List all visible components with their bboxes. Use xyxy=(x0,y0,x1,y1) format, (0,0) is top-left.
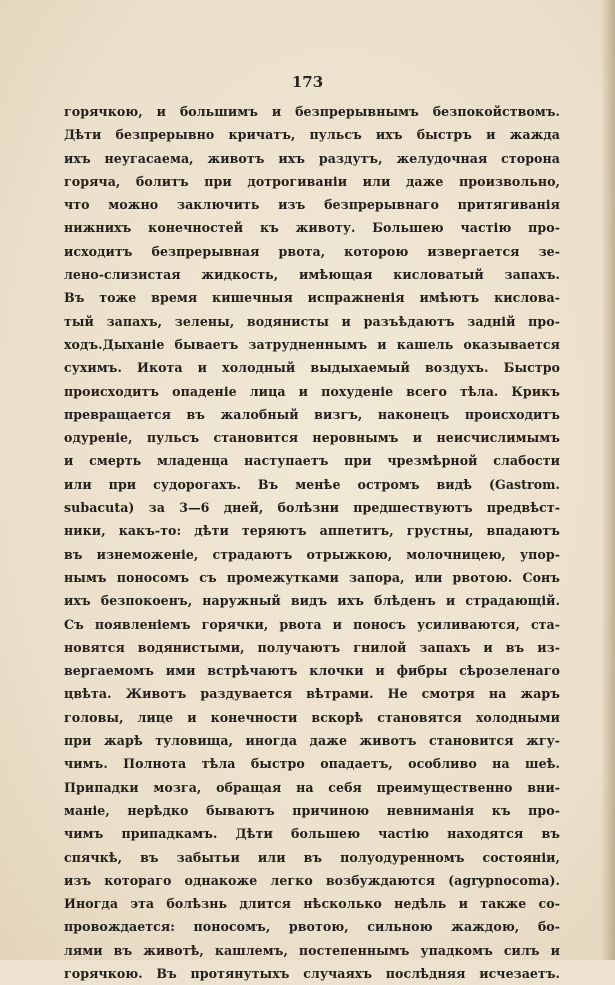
text-line: маніе, нерѣдко бываютъ причиною невниманія къ про- xyxy=(64,802,560,818)
text-line: чимъ. Полнота тѣла быстро опадаетъ, особливо на шеѣ. xyxy=(64,756,560,772)
text-line: горяча, болитъ при дотрогиваніи или даже произвольно, xyxy=(64,173,560,189)
text-line: исходитъ безпрерывная рвота, которою извергается зе- xyxy=(64,243,560,259)
text-line: лями въ животѣ, кашлемъ, постепеннымъ упадкомъ силъ и xyxy=(64,942,560,958)
text-line: превращается въ жалобный визгъ, наконецъ происходитъ xyxy=(64,406,560,422)
text-line: тый запахъ, зелены, водянисты и разъѣдаютъ задній про- xyxy=(64,313,560,329)
text-line: цвѣта. Животъ раздувается вѣтрами. Не смотря на жаръ xyxy=(64,686,560,702)
text-line: головы, лице и конечности вскорѣ становятся холодными xyxy=(64,709,560,725)
text-line: Иногда эта болѣзнь длится нѣсколько недѣль и также со- xyxy=(64,896,560,912)
text-line: ходъ.Дыханіе бываетъ затрудненнымъ и кашель оказывается xyxy=(64,336,560,352)
text-line: и смерть младенца наступаетъ при чрезмѣрной слабости xyxy=(64,453,560,469)
text-line: Въ тоже время кишечныя испражненія имѣютъ кислова- xyxy=(64,290,560,306)
text-line: чимъ припадкамъ. Дѣти большею частію находятся въ xyxy=(64,826,560,842)
text-line: изъ котораго однакоже легко возбуждаются (agrypnocoma). xyxy=(64,872,560,888)
page-gutter-shadow xyxy=(601,0,615,960)
text-line: одуреніе, пульсъ становится неровнымъ и неисчислимымъ xyxy=(64,430,560,446)
text-line: ники, какъ-то: дѣти теряютъ аппетитъ, грустны, впадаютъ xyxy=(64,523,560,539)
text-line: новятся водянистыми, получаютъ гнилой запахъ и въ из- xyxy=(64,639,560,655)
text-line: Припадки мозга, обращая на себя преимущественно вни- xyxy=(64,779,560,795)
text-line: провождается: поносомъ, рвотою, сильною жаждою, бо- xyxy=(64,919,560,935)
text-line: происходитъ опаденіе лица и похуденіе всего тѣла. Крикъ xyxy=(64,383,560,399)
text-line: ихъ безпокоенъ, наружный видъ ихъ блѣденъ и страдающій. xyxy=(64,593,560,609)
text-line: при жарѣ туловища, иногда даже животъ становится жгу- xyxy=(64,733,560,749)
text-line: Дѣти безпрерывно кричатъ, пульсъ ихъ быстръ и жажда xyxy=(64,127,560,143)
text-line: что можно заключить изъ безпрерывнаго притягиванія xyxy=(64,197,560,213)
text-line: лено-слизистая жидкость, имѣющая кисловатый запахъ. xyxy=(64,267,560,283)
text-line: нижнихъ конечностей къ животу. Большею частію про- xyxy=(64,220,560,236)
text-line: subacuta) за 3—6 дней, болѣзни предшествуютъ предвѣст- xyxy=(64,500,560,516)
text-line: горячкою. Въ протянутыхъ случаяхъ послѣдняя исчезаетъ. xyxy=(64,965,560,981)
text-line: ихъ неугасаема, животъ ихъ раздутъ, желудочная сторона xyxy=(64,150,560,166)
text-line: нымъ поносомъ съ промежутками запора, или рвотою. Сонъ xyxy=(64,569,560,585)
text-line: сухимъ. Икота и холодный выдыхаемый воздухъ. Быстро xyxy=(64,360,560,376)
text-line: спячкѣ, въ забытьи или въ полуодуренномъ состояніи, xyxy=(64,849,560,865)
text-line: или при судорогахъ. Въ менѣе остромъ видѣ (Gastrom. xyxy=(64,476,560,492)
page-number: 173 xyxy=(291,73,324,91)
text-line: Съ появленіемъ горячки, рвота и поносъ усиливаются, ста- xyxy=(64,616,560,632)
body-text xyxy=(64,100,560,985)
text-line: вергаемомъ ими встрѣчаютъ клочки и фибры сѣрозеленаго xyxy=(64,663,560,679)
text-line: горячкою, и большимъ и безпрерывнымъ безпокойствомъ. xyxy=(64,104,560,119)
text-line: въ изнеможеніе, страдаютъ отрыжкою, молочницею, упор- xyxy=(64,546,560,562)
